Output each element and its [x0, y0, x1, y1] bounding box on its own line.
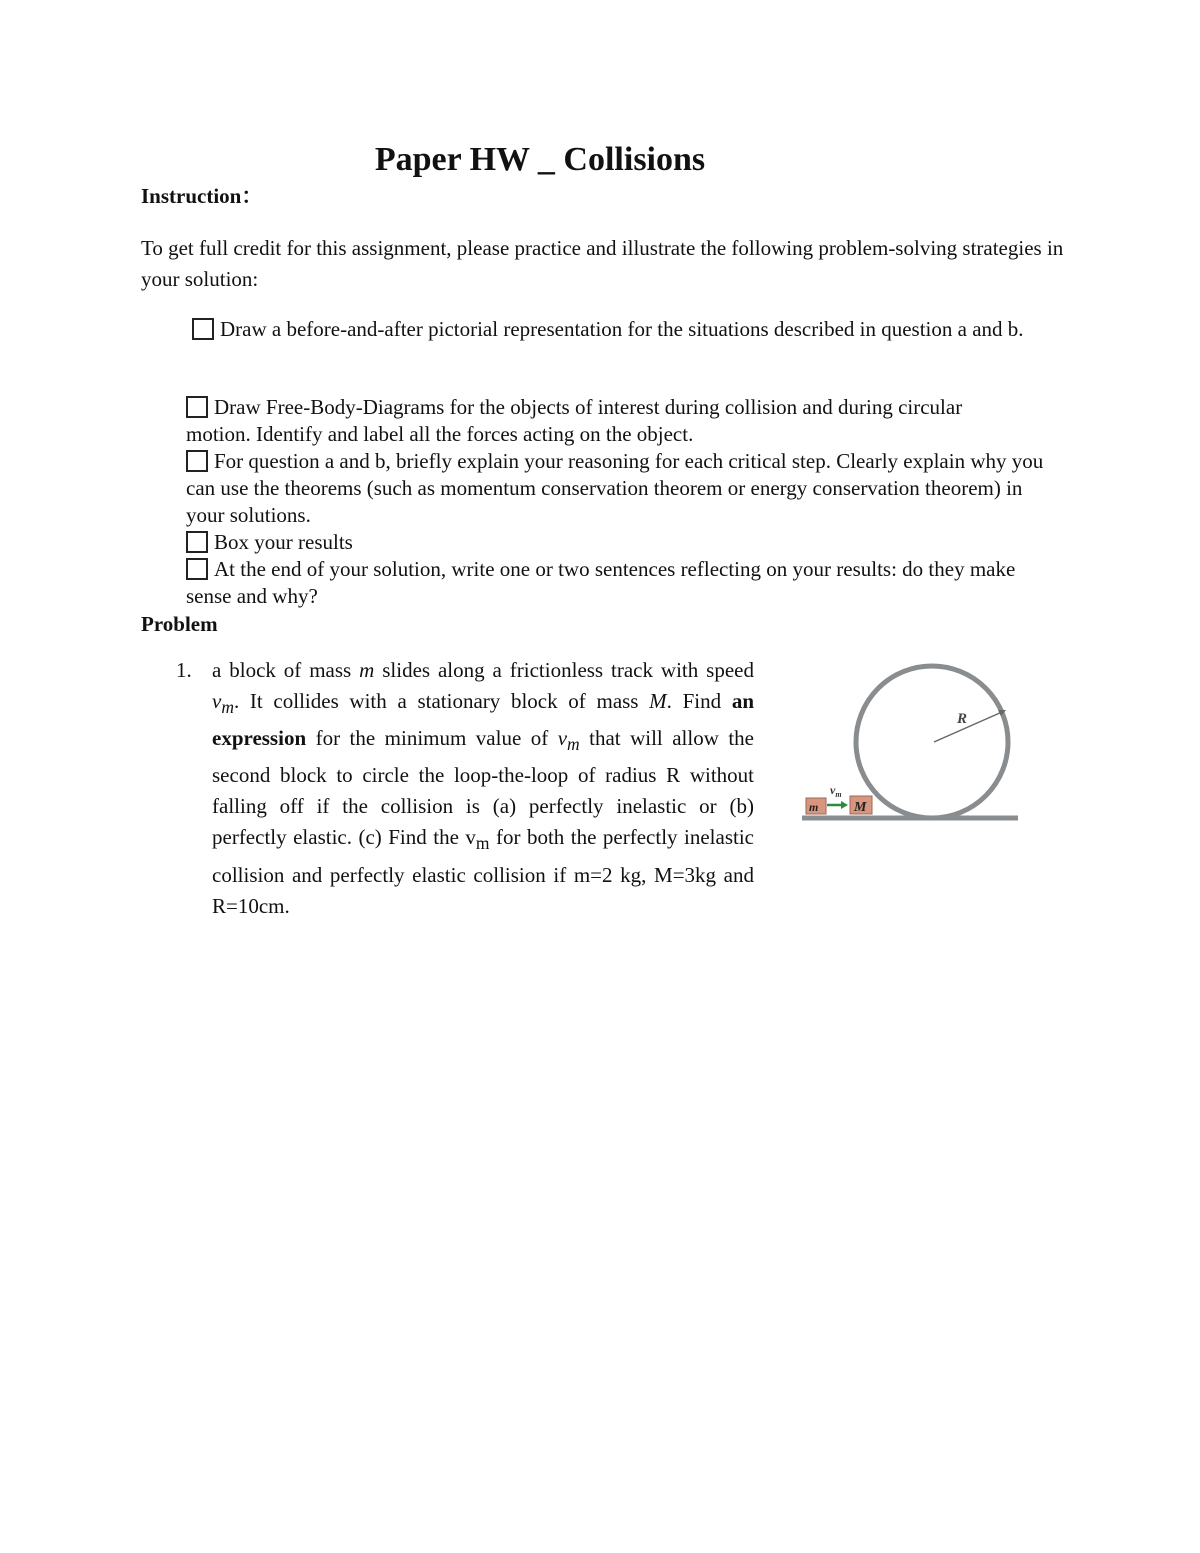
checklist-item-5 — [186, 556, 1061, 610]
checkbox-icon[interactable] — [186, 558, 208, 580]
checklist-item-1 — [186, 316, 1061, 343]
checklist-item-4 — [186, 529, 1061, 556]
checkbox-icon[interactable] — [192, 318, 214, 340]
problem-text: a block of mass m slides along a frictionless track with speed $v_m$. It collides with a stationary block of mass M. Find an expression for the minimum value of $v_m$ that will allow the second block to circle the loop-the-loop of radius R without falling off if the collision is (a) perfectly inelastic or (b) perfectly elastic. (c) Find the $v_m$ for both the perfectly inelastic collision and perfectly elastic collision if m=2 kg, M=3kg and R=10cm. — [212, 658, 754, 918]
problem-list — [176, 655, 754, 922]
radius-line — [934, 712, 1002, 742]
large-block-label: M — [854, 800, 867, 815]
checklist-text: Draw Free-Body-Diagrams for the objects of interest during collision and during circular motion. Identify and label all the forces acting on the object. — [186, 395, 963, 446]
small-block-label: m — [809, 800, 819, 814]
checklist-text: At the end of your solution, write one or two sentences reflecting on your results: do they make sense and why? — [186, 557, 1016, 608]
loop-the-loop-diagram — [800, 660, 1022, 826]
radius-label: R — [957, 711, 968, 727]
checkbox-icon[interactable] — [186, 531, 208, 553]
checklist-text: Draw a before-and-after pictorial representation for the situations described in question a and b. — [220, 317, 1024, 341]
velocity-arrowhead-icon — [841, 801, 848, 809]
checklist-text: Box your results — [214, 530, 353, 554]
checklist-item-2 — [186, 394, 1016, 448]
page-title: Paper HW _ Collisions — [374, 141, 706, 178]
loop-track — [856, 666, 1008, 818]
checkbox-icon[interactable] — [186, 450, 208, 472]
intro-text: To get full credit for this assignment, please practice and illustrate the following problem-solving strategies in your solution: — [141, 236, 1064, 291]
instruction-heading: Instruction： — [141, 184, 263, 208]
checklist-text: For question a and b, briefly explain your reasoning for each critical step. Clearly explain why you can use the theorems (such as momentum conservation theorem or energy conservation theorem) in your solutions. — [186, 449, 1044, 527]
checkbox-icon[interactable] — [186, 396, 208, 418]
problem-number: 1. — [176, 658, 192, 682]
checklist-item-3 — [186, 448, 1061, 529]
velocity-label: $v_m$ — [830, 783, 842, 799]
problem-heading: Problem — [141, 612, 218, 636]
